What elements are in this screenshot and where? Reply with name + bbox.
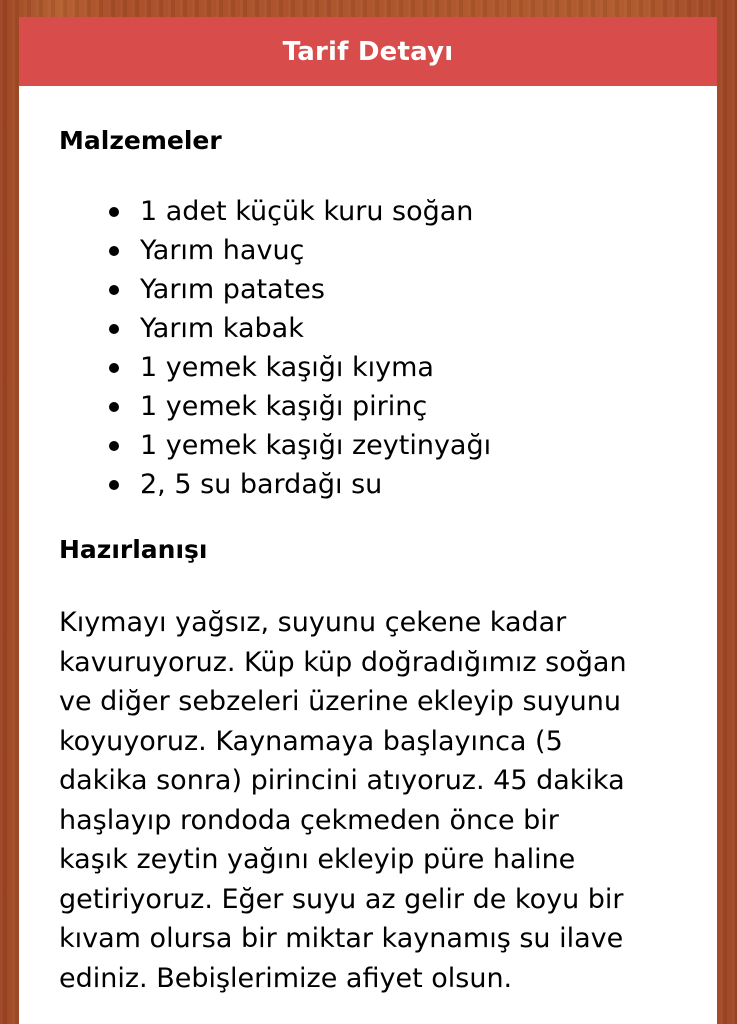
bullet-icon [109, 207, 119, 217]
ingredient-item [59, 192, 717, 231]
ingredient-text: Yarım patates [140, 274, 325, 305]
ingredients-heading: Malzemeler [59, 126, 222, 155]
ingredient-text: Yarım havuç [140, 235, 305, 266]
recipe-content[interactable] [19, 86, 717, 998]
ingredient-list [59, 192, 717, 504]
ingredient-text: Yarım kabak [140, 313, 304, 344]
ingredient-item [59, 348, 717, 387]
recipe-detail-panel [19, 17, 717, 1024]
ingredient-item [59, 465, 717, 504]
ingredient-item [59, 270, 717, 309]
page-title: Tarif Detayı [282, 36, 454, 67]
ingredient-text: 1 adet küçük kuru soğan [140, 196, 474, 227]
ingredient-item [59, 309, 717, 348]
bullet-icon [109, 324, 119, 334]
ingredient-text: 1 yemek kaşığı pirinç [140, 391, 428, 422]
title-bar [19, 17, 717, 86]
bullet-icon [109, 402, 119, 412]
ingredient-item [59, 426, 717, 465]
ingredient-text: 1 yemek kaşığı zeytinyağı [140, 430, 492, 461]
ingredient-text: 1 yemek kaşığı kıyma [140, 352, 434, 383]
bullet-icon [109, 246, 119, 256]
preparation-text: Kıymayı yağsız, suyunu çekene kadar kavuruyoruz. Küp küp doğradığımız soğan ve diğer sebzeleri üzerine ekleyip suyunu koyuyoruz. Kaynamaya başlayınca (5 dakika sonra) pirincini atıyoruz. 45 dakika haşlayıp rondoda çekmeden önce bir kaşık zeytin yağını ekleyip püre haline getiriyoruz. Eğer suyu az gelir de koyu bir kıvam olursa bir miktar kaynamış su ilave ediniz. Bebişlerimize afiyet olsun. [59, 607, 627, 994]
ingredient-item [59, 387, 717, 426]
ingredient-text: 2, 5 su bardağı su [140, 469, 383, 500]
ingredient-item [59, 231, 717, 270]
preparation-heading: Hazırlanışı [59, 535, 208, 564]
bullet-icon [109, 480, 119, 490]
bullet-icon [109, 363, 119, 373]
bullet-icon [109, 441, 119, 451]
bullet-icon [109, 285, 119, 295]
